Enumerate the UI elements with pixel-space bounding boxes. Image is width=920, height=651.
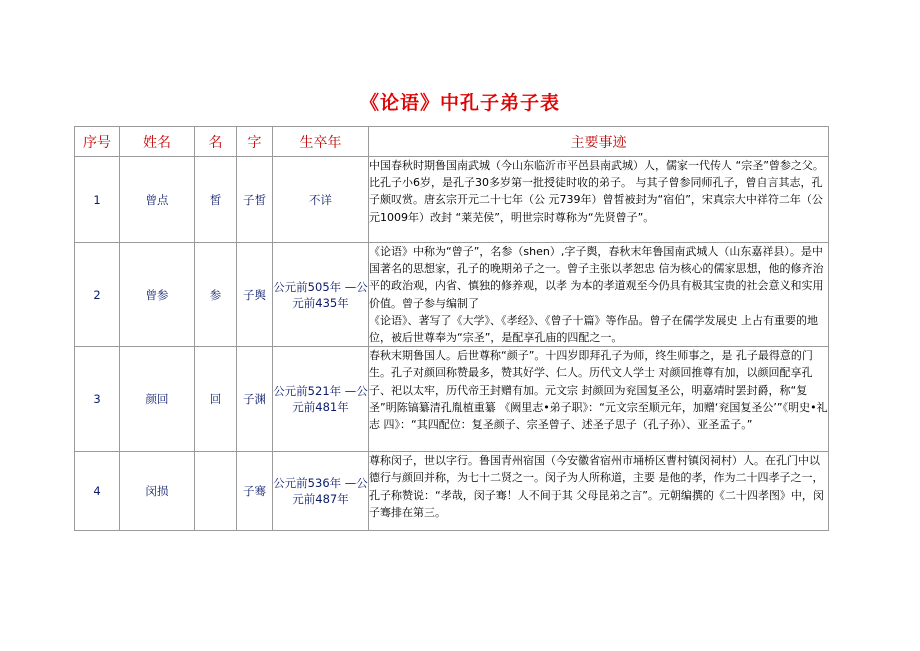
table-row <box>75 452 829 531</box>
cell-given-name: 回 <box>195 347 237 452</box>
cell-name: 闵损 <box>120 452 195 531</box>
cell-courtesy-name: 子渊 <box>237 347 273 452</box>
cell-given-name <box>195 452 237 531</box>
deeds-text: 《论语》中称为“曾子”，名参（shen）,字子舆，春秋末年鲁国南武城人（山东嘉祥县）。是中国著名的思想家，孔子的晚期弟子之一。曾子主张以孝恕忠 信为核心的儒家思想，他的修齐治平的政治观，内省、慎独的修养观，以孝 为本的孝道观至今仍具有极其宝贵的社会意义和实用价值。曾子参与编制了 <box>369 245 824 310</box>
deeds-text: 尊称闵子，世以字行。鲁国青州宿国（今安徽省宿州市埇桥区曹村镇闵祠村）人。在孔门中以德行与颜回并称，为七十二贤之一。闵子为人所称道，主要 是他的孝，作为二十四孝子之一，孔子称赞说：“孝哉，闵子骞！人不间于其 父母昆弟之言”。元朝编撰的《二十四孝图》中，闵子骞排在第三。 <box>369 454 824 519</box>
table-row <box>75 157 829 243</box>
cell-deeds <box>369 347 829 452</box>
cell-courtesy-name: 子皙 <box>237 157 273 243</box>
page-title: 《论语》中孔子弟子表 <box>359 92 560 114</box>
header-row <box>75 127 829 157</box>
cell-courtesy-name: 子舆 <box>237 243 273 347</box>
cell-courtesy-name: 子骞 <box>237 452 273 531</box>
deeds-text: 《论语》、著写了《大学》、《孝经》、《曾子十篇》等作品。曾子在儒学发展史 上占有重要的地位，被后世尊奉为“宗圣”，是配享孔庙的四配之一。 <box>369 313 818 345</box>
cell-deeds <box>369 243 829 347</box>
header-name: 姓名 <box>120 127 195 157</box>
header-courtesy-name: 字 <box>237 127 273 157</box>
header-deeds: 主要事迹 <box>369 127 829 157</box>
table-row <box>75 347 829 452</box>
cell-deeds <box>369 452 829 531</box>
cell-years: 不详 <box>273 157 369 243</box>
header-years: 生卒年 <box>273 127 369 157</box>
cell-number: 1 <box>75 157 120 243</box>
cell-years: 公元前505年 —公元前435年 <box>273 243 369 347</box>
cell-given-name: 参 <box>195 243 237 347</box>
table-row <box>75 243 829 347</box>
cell-name: 曾参 <box>120 243 195 347</box>
deeds-text: 春秋末期鲁国人。后世尊称“颜子”。十四岁即拜孔子为师，终生师事之，是 孔子最得意的门生。孔子对颜回称赞最多，赞其好学、仁人。历代文人学士 对颜回推尊有加，以颜回配享孔子、祀以太牢，历代帝王封赠有加。元文宗 封颜回为兖国复圣公，明嘉靖时罢封爵，称“复圣”明陈镐纂清孔胤植重纂 《阙里志•弟子职》：“元文宗至顺元年，加赠‘兖国复圣公’”《明史•礼志 四》：“其四配位：复圣颜子、宗圣曾子、述圣子思子（孔子孙）、亚圣孟子。” <box>369 349 828 432</box>
header-number: 序号 <box>75 127 120 157</box>
cell-name: 颜回 <box>120 347 195 452</box>
cell-years: 公元前536年 —公元前487年 <box>273 452 369 531</box>
cell-number: 4 <box>75 452 120 531</box>
cell-number: 2 <box>75 243 120 347</box>
cell-number: 3 <box>75 347 120 452</box>
header-given-name: 名 <box>195 127 237 157</box>
cell-years: 公元前521年 —公元前481年 <box>273 347 369 452</box>
cell-name: 曾点 <box>120 157 195 243</box>
deeds-text: 中国春秋时期鲁国南武城（今山东临沂市平邑县南武城）人，儒家一代传人 “宗圣”曾参之父。比孔子小6岁，是孔子30多岁第一批授徒时收的弟子。 与其子曾参同师孔子，曾自言其志，孔子颇叹赏。唐玄宗开元二十七年（公 元739年）曾皙被封为“宿伯”，宋真宗大中祥符二年（公元1009年）改封 “莱芜侯”，明世宗时尊称为“先贤曾子”。 <box>369 159 824 224</box>
disciples-table <box>74 126 829 531</box>
cell-given-name: 皙 <box>195 157 237 243</box>
cell-deeds <box>369 157 829 243</box>
